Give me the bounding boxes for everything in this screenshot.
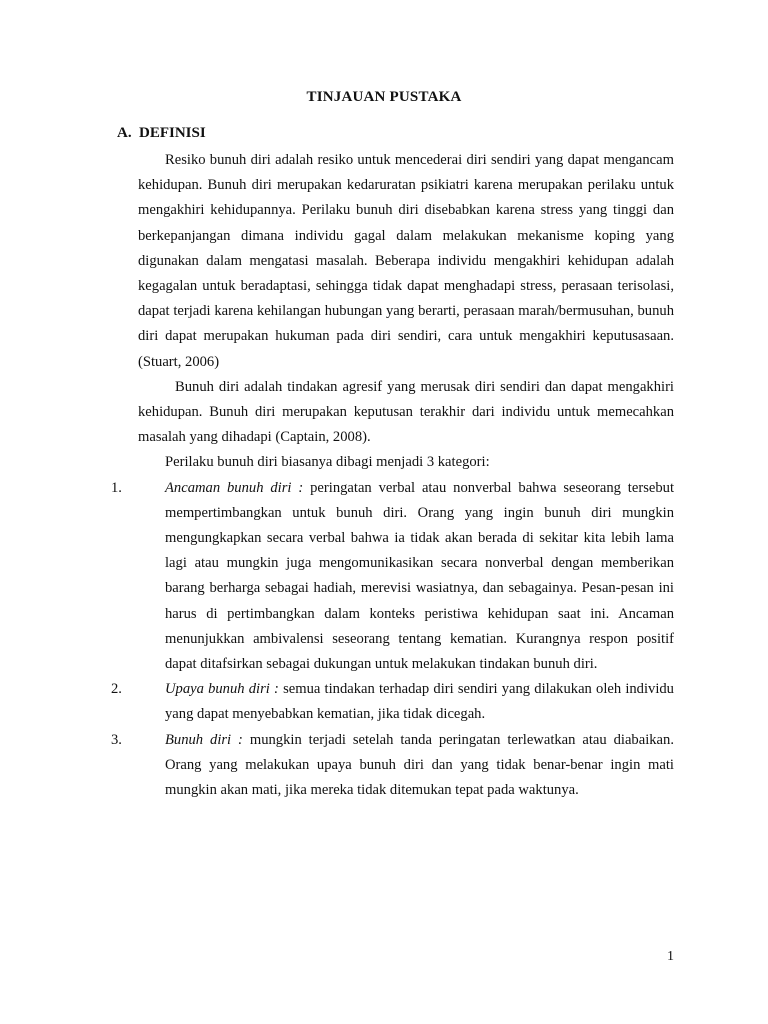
section-title: DEFINISI: [139, 125, 206, 141]
list-text: semua tindakan terhadap diri sendiri yang dilakukan oleh individu yang dapat menyebabkan kematian, jika tidak dicegah.: [165, 681, 674, 723]
paragraph-suicide-act: Bunuh diri adalah tindakan agresif yang merusak diri sendiri dan dapat mengakhiri kehidupan. Bunuh diri merupakan keputusan terakhir dari individu untuk memecahkan masalah yang dihadapi (Captain, 2008).: [138, 378, 674, 446]
page-number: 1: [667, 949, 674, 964]
list-text: peringatan verbal atau nonverbal bahwa seseorang tersebut mempertimbangkan untuk bunuh diri. Orang yang ingin bunuh diri mungkin mengungkapkan secara verbal bahwa ia tidak akan berada di sekitar kita lebih lama lagi atau mungkin juga mengomunikasikan secara nonverbal dengan memberikan barang berharga sebagai hadiah, merevisi wasiatnya, dan sebagainya. Pesan-pesan ini harus di pertimbangkan dalam konteks peristiwa kehidupan saat ini. Ancaman menunjukkan ambivalensi seseorang tentang kematian. Kurangnya respon positif dapat ditafsirkan sebagai dukungan untuk melakukan tindakan bunuh diri.: [165, 479, 675, 673]
list-marker: 2.: [111, 681, 122, 698]
category-list: [111, 476, 674, 804]
list-term: Upaya bunuh diri :: [165, 681, 279, 698]
list-item: [111, 677, 674, 727]
section-number: A.: [117, 125, 132, 141]
list-marker: 3.: [111, 731, 122, 748]
paragraph-categories-intro: Perilaku bunuh diri biasanya dibagi menjadi 3 kategori:: [165, 454, 490, 471]
body-text: [111, 148, 675, 803]
list-marker: 1.: [111, 479, 122, 496]
paragraph-definition: Resiko bunuh diri adalah resiko untuk mencederai diri sendiri yang dapat mengancam kehidupan. Bunuh diri merupakan kedaruratan psikiatri karena merupakan perilaku untuk mengakhiri kehidupannya. Perilaku bunuh diri disebabkan karena stress yang tinggi dan berkepanjangan dimana individu gagal dalam melakukan mekanisme koping yang digunakan dalam mengatasi masalah. Beberapa individu mengakhiri kehidupan adalah kegagalan untuk beradaptasi, sehingga tidak dapat menghadapi stress, perasaan terisolasi, dapat terjadi karena kehilangan hubungan yang berarti, perasaan marah/bermusuhan, bunuh diri dapat merupakan hukuman pada diri sendiri, cara untuk mengakhiri keputusasaan. (Stuart, 2006): [138, 152, 674, 370]
list-item: [111, 476, 674, 678]
section-heading: [117, 124, 206, 142]
list-term: Bunuh diri :: [165, 731, 243, 748]
list-term: Ancaman bunuh diri :: [165, 479, 304, 496]
list-item: [111, 728, 674, 804]
page-title: TINJAUAN PUSTAKA: [306, 89, 462, 105]
list-text: mungkin terjadi setelah tanda peringatan terlewatkan atau diabaikan. Orang yang melakukan upaya bunuh diri dan yang tidak benar-benar ingin mati mungkin akan mati, jika mereka tidak ditemukan tepat pada waktunya.: [165, 731, 674, 799]
